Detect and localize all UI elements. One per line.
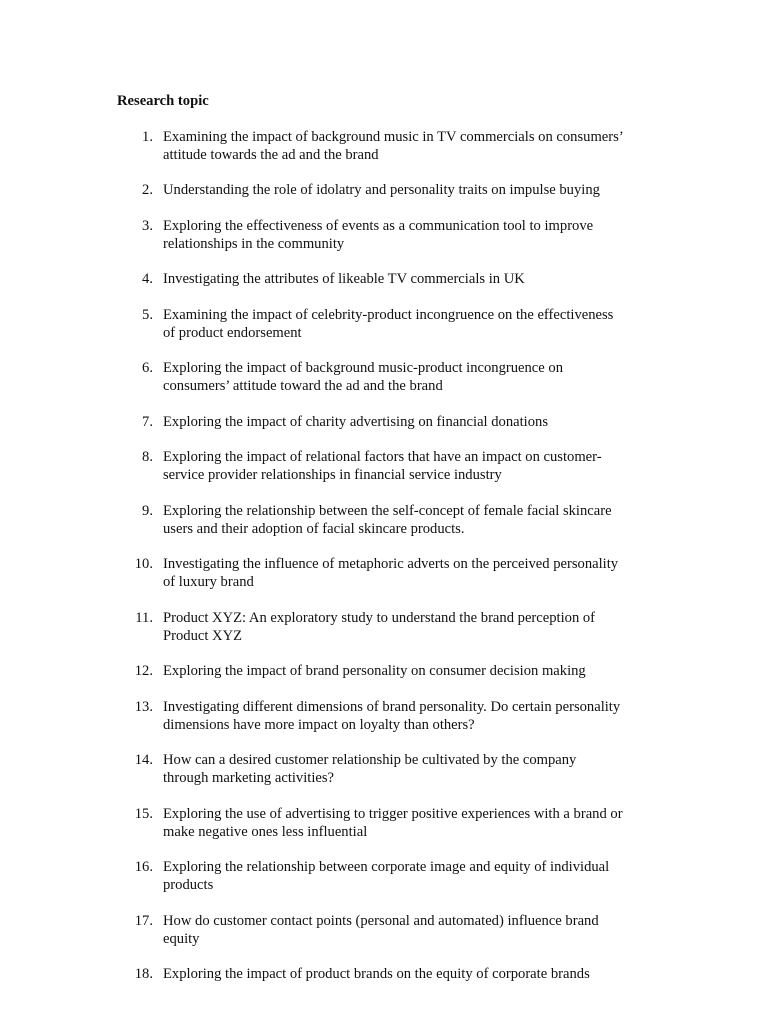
list-item-text: Exploring the impact of background music-product incongruence on consumers’ attitude toward the ad and the brand — [163, 360, 563, 394]
list-item-number: 12. — [134, 663, 153, 679]
list-item-number: 3. — [142, 218, 153, 234]
list-item-text: Investigating different dimensions of brand personality. Do certain personality dimensions have more impact on loyalty than others? — [163, 699, 621, 733]
list-item-number: 17. — [134, 913, 153, 929]
list-item-text: How can a desired customer relationship be cultivated by the company through marketing activities? — [163, 752, 577, 786]
list-item-text: Exploring the impact of relational factors that have an impact on customer- service provider relationships in financial service industry — [163, 449, 602, 483]
list-item-number: 1. — [142, 129, 153, 145]
list-item-text: Exploring the effectiveness of events as a communication tool to improve relationships in the community — [163, 218, 594, 252]
list-item-text: Exploring the relationship between the self-concept of female facial skincare users and their adoption of facial skincare products. — [163, 503, 612, 537]
list-item-number: 15. — [134, 806, 153, 822]
list-item-text: Product XYZ: An exploratory study to understand the brand perception of Product XYZ — [163, 610, 596, 644]
list-item-number: 5. — [142, 307, 153, 323]
list-item-number: 4. — [142, 271, 153, 287]
document-heading: Research topic — [117, 93, 209, 109]
list-item-number: 16. — [134, 859, 153, 875]
list-item-text: Investigating the attributes of likeable TV commercials in UK — [163, 271, 525, 287]
list-item-text: Investigating the influence of metaphoric adverts on the perceived personality of luxury brand — [163, 556, 619, 590]
list-item-number: 7. — [142, 414, 153, 430]
list-item-number: 18. — [134, 966, 153, 982]
list-item-text: Exploring the use of advertising to trigger positive experiences with a brand or make negative ones less influential — [163, 806, 623, 840]
list-item-text: Examining the impact of background music in TV commercials on consumers’ attitude towards the ad and the brand — [163, 129, 624, 163]
list-item-text: Exploring the impact of charity advertising on financial donations — [163, 414, 549, 430]
list-item-number: 14. — [134, 752, 153, 768]
list-item-text: Understanding the role of idolatry and personality traits on impulse buying — [163, 182, 600, 198]
list-item-text: Examining the impact of celebrity-product incongruence on the effectiveness of product endorsement — [163, 307, 614, 341]
list-item-number: 10. — [134, 556, 153, 572]
list-item-number: 11. — [135, 610, 153, 626]
list-item-number: 6. — [142, 360, 153, 376]
list-item-text: Exploring the impact of product brands on the equity of corporate brands — [163, 966, 590, 982]
list-item-number: 13. — [134, 699, 153, 715]
list-item-number: 9. — [142, 503, 153, 519]
list-item-text: How do customer contact points (personal and automated) influence brand equity — [163, 913, 599, 947]
list-item-number: 8. — [142, 449, 153, 465]
list-item-text: Exploring the impact of brand personality on consumer decision making — [163, 663, 586, 679]
list-item-number: 2. — [142, 182, 153, 198]
list-item-text: Exploring the relationship between corporate image and equity of individual products — [163, 859, 610, 893]
